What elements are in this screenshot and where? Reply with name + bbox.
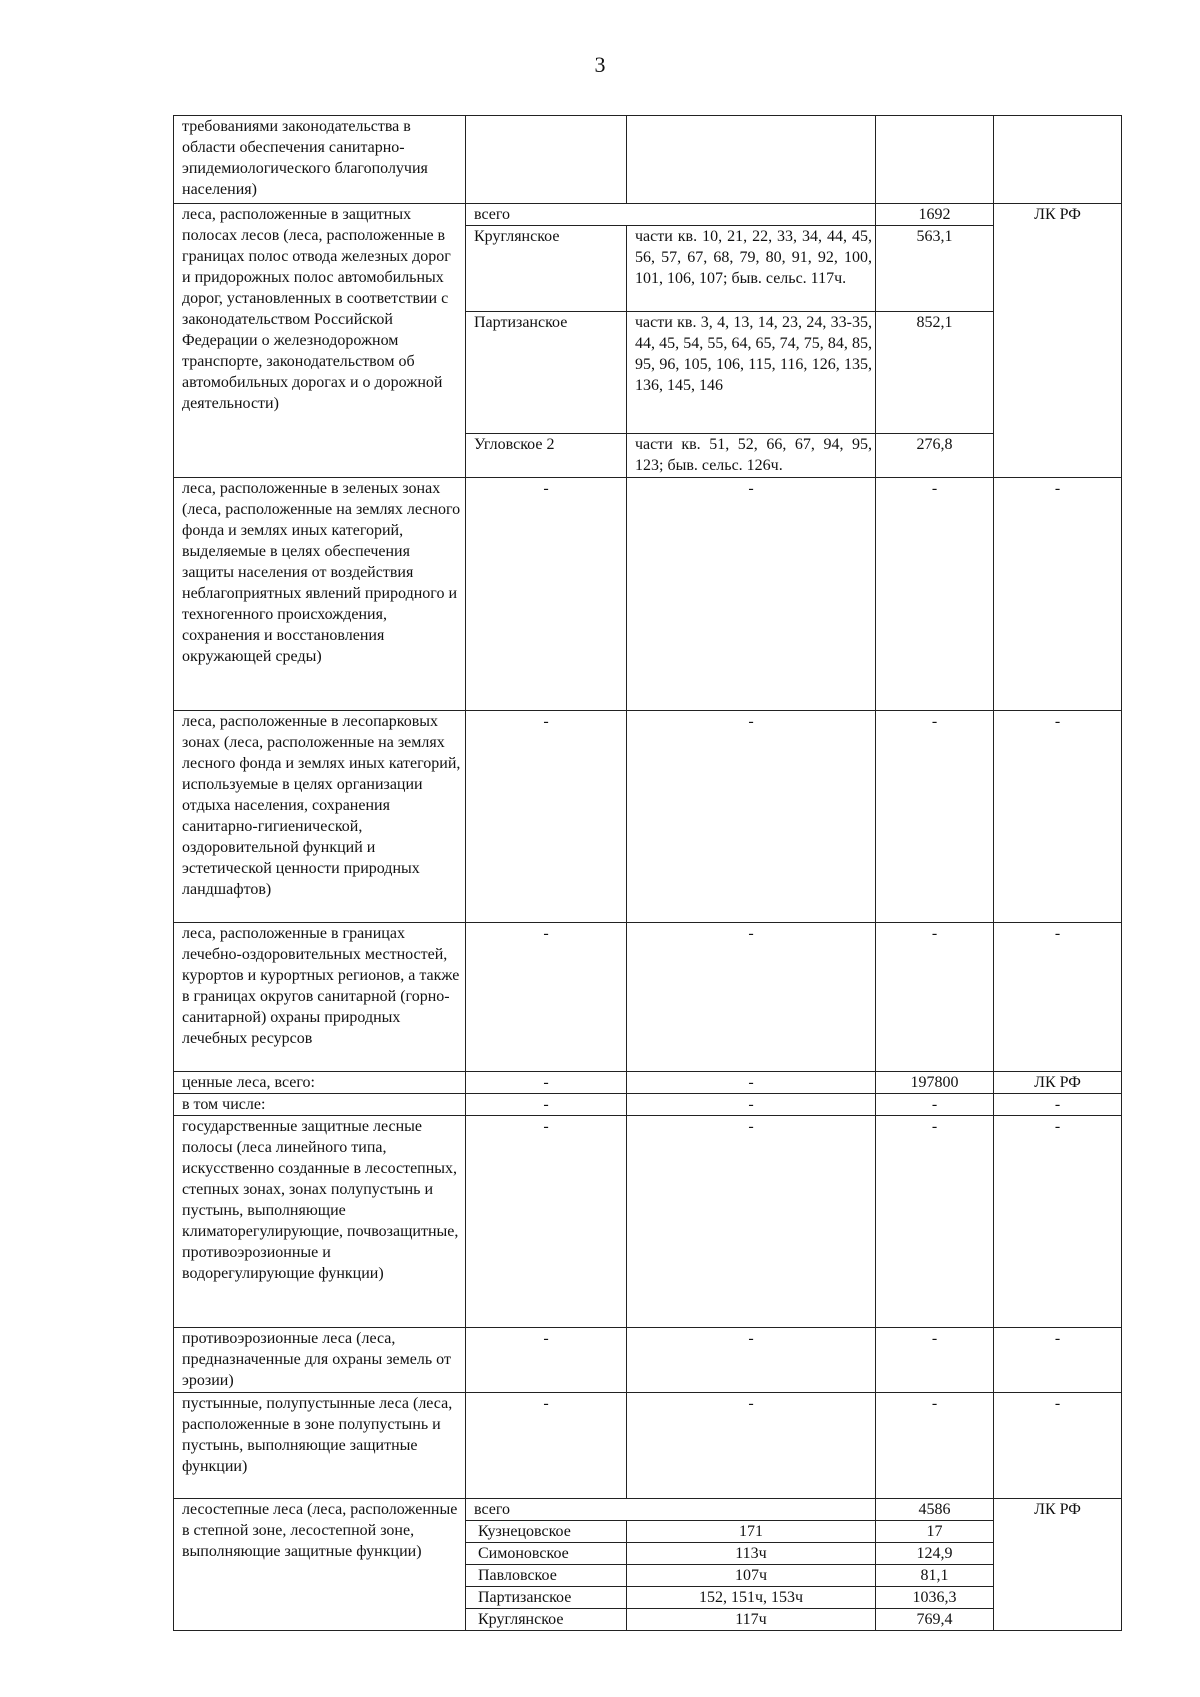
basis-cell: ЛК РФ xyxy=(994,204,1122,478)
area-cell xyxy=(876,116,994,204)
total-label-cell: всего xyxy=(466,204,876,226)
forestry-cell: - xyxy=(466,1116,627,1328)
category-cell: леса, расположенные в лесопарковых зонах (леса, расположенные на землях лесного фонда и землях иных категорий, используемые в целях организации отдыха населения, сохранения санитарно-гигиенической, оздоровительной функций и эстетической ценности природных ландшафтов) xyxy=(174,711,466,923)
forestry-cell: - xyxy=(466,1328,627,1393)
total-area-cell: 4586 xyxy=(876,1499,994,1521)
forestry-cell: Угловское 2 xyxy=(466,434,627,478)
quarters-cell: - xyxy=(627,711,876,923)
forestry-cell: - xyxy=(466,923,627,1072)
area-cell: - xyxy=(876,711,994,923)
category-cell: леса, расположенные в границах лечебно-оздоровительных местностей, курортов и курортных регионов, а также в границах округов санитарной (горно-санитарной) охраны природных лечебных ресурсов xyxy=(174,923,466,1072)
area-cell: 81,1 xyxy=(876,1565,994,1587)
area-cell: 276,8 xyxy=(876,434,994,478)
area-cell: 769,4 xyxy=(876,1609,994,1631)
category-cell: пустынные, полупустынные леса (леса, расположенные в зоне полупустынь и пустынь, выполняющие защитные функции) xyxy=(174,1393,466,1499)
forestry-cell: Круглянское xyxy=(466,1609,627,1631)
basis-cell xyxy=(994,116,1122,204)
forestry-cell: - xyxy=(466,1393,627,1499)
protective-forests-table xyxy=(173,115,1122,1631)
table-row xyxy=(174,1328,1122,1393)
area-cell: 17 xyxy=(876,1521,994,1543)
basis-cell: - xyxy=(994,1328,1122,1393)
quarters-cell: 117ч xyxy=(627,1609,876,1631)
forestry-cell: Кузнецовское xyxy=(466,1521,627,1543)
quarters-cell: части кв. 10, 21, 22, 33, 34, 44, 45, 56, 57, 67, 68, 79, 80, 91, 92, 100, 101, 106, 107; быв. сельс. 117ч. xyxy=(627,226,876,312)
category-cell: леса, расположенные в зеленых зонах (леса, расположенные на землях лесного фонда и землях иных категорий, выделяемые в целях обеспечения защиты населения от воздействия неблагоприятных явлений природного и техногенного происхождения, сохранения и восстановления окружающей среды) xyxy=(174,478,466,711)
quarters-cell: - xyxy=(627,1094,876,1116)
category-cell: ценные леса, всего: xyxy=(174,1072,466,1094)
area-cell: - xyxy=(876,1393,994,1499)
basis-cell: - xyxy=(994,478,1122,711)
total-area-cell: 1692 xyxy=(876,204,994,226)
category-cell: противоэрозионные леса (леса, предназначенные для охраны земель от эрозии) xyxy=(174,1328,466,1393)
table-row xyxy=(174,1393,1122,1499)
table-row xyxy=(174,1072,1122,1094)
basis-cell: - xyxy=(994,711,1122,923)
table-row xyxy=(174,1116,1122,1328)
table-row xyxy=(174,711,1122,923)
forestry-cell xyxy=(466,116,627,204)
basis-cell: - xyxy=(994,1116,1122,1328)
quarters-cell: 107ч xyxy=(627,1565,876,1587)
forestry-cell: Партизанское xyxy=(466,312,627,434)
basis-cell: - xyxy=(994,923,1122,1072)
area-cell: 563,1 xyxy=(876,226,994,312)
area-cell: 197800 xyxy=(876,1072,994,1094)
table-row xyxy=(174,204,1122,226)
area-cell: - xyxy=(876,1328,994,1393)
table-row xyxy=(174,1499,1122,1521)
area-cell: - xyxy=(876,478,994,711)
quarters-cell: части кв. 3, 4, 13, 14, 23, 24, 33-35, 44, 45, 54, 55, 64, 65, 74, 75, 84, 85, 95, 96, 105, 106, 115, 116, 126, 135, 136, 145, 146 xyxy=(627,312,876,434)
area-cell: 124,9 xyxy=(876,1543,994,1565)
table-row xyxy=(174,923,1122,1072)
page-number: 3 xyxy=(594,52,606,77)
forestry-cell: - xyxy=(466,478,627,711)
category-cell: государственные защитные лесные полосы (леса линейного типа, искусственно созданные в лесостепных, степных зонах, зонах полупустынь и пустынь, выполняющие климаторегулирующие, почвозащитные, противоэрозионные и водорегулирующие функции) xyxy=(174,1116,466,1328)
quarters-cell: части кв. 51, 52, 66, 67, 94, 95, 123; быв. сельс. 126ч. xyxy=(627,434,876,478)
quarters-cell: - xyxy=(627,1116,876,1328)
quarters-cell: - xyxy=(627,923,876,1072)
table-row xyxy=(174,478,1122,711)
quarters-cell xyxy=(627,116,876,204)
area-cell: - xyxy=(876,1116,994,1328)
basis-cell: ЛК РФ xyxy=(994,1499,1122,1631)
forestry-cell: Круглянское xyxy=(466,226,627,312)
category-cell: требованиями законодательства в области обеспечения санитарно-эпидемиологического благополучия населения) xyxy=(174,116,466,204)
quarters-cell: 113ч xyxy=(627,1543,876,1565)
table-row xyxy=(174,116,1122,204)
basis-cell: - xyxy=(994,1094,1122,1116)
quarters-cell: - xyxy=(627,1393,876,1499)
quarters-cell: 171 xyxy=(627,1521,876,1543)
forestry-cell: Партизанское xyxy=(466,1587,627,1609)
category-cell: в том числе: xyxy=(174,1094,466,1116)
quarters-cell: - xyxy=(627,1328,876,1393)
basis-cell: - xyxy=(994,1393,1122,1499)
area-cell: 1036,3 xyxy=(876,1587,994,1609)
forestry-cell: Павловское xyxy=(466,1565,627,1587)
total-label-cell: всего xyxy=(466,1499,876,1521)
quarters-cell: 152, 151ч, 153ч xyxy=(627,1587,876,1609)
quarters-cell: - xyxy=(627,1072,876,1094)
forestry-cell: Симоновское xyxy=(466,1543,627,1565)
category-cell: леса, расположенные в защитных полосах лесов (леса, расположенные в границах полос отвода железных дорог и придорожных полос автомобильных дорог, установленных в соответствии с законодательством Российской Федерации о железнодорожном транспорте, законодательством об автомобильных дорогах и о дорожной деятельности) xyxy=(174,204,466,478)
table-row xyxy=(174,1094,1122,1116)
basis-cell: ЛК РФ xyxy=(994,1072,1122,1094)
forestry-cell: - xyxy=(466,1072,627,1094)
quarters-cell: - xyxy=(627,478,876,711)
forestry-cell: - xyxy=(466,1094,627,1116)
forestry-cell: - xyxy=(466,711,627,923)
area-cell: 852,1 xyxy=(876,312,994,434)
category-cell: лесостепные леса (леса, расположенные в степной зоне, лесостепной зоне, выполняющие защитные функции) xyxy=(174,1499,466,1631)
area-cell: - xyxy=(876,1094,994,1116)
area-cell: - xyxy=(876,923,994,1072)
